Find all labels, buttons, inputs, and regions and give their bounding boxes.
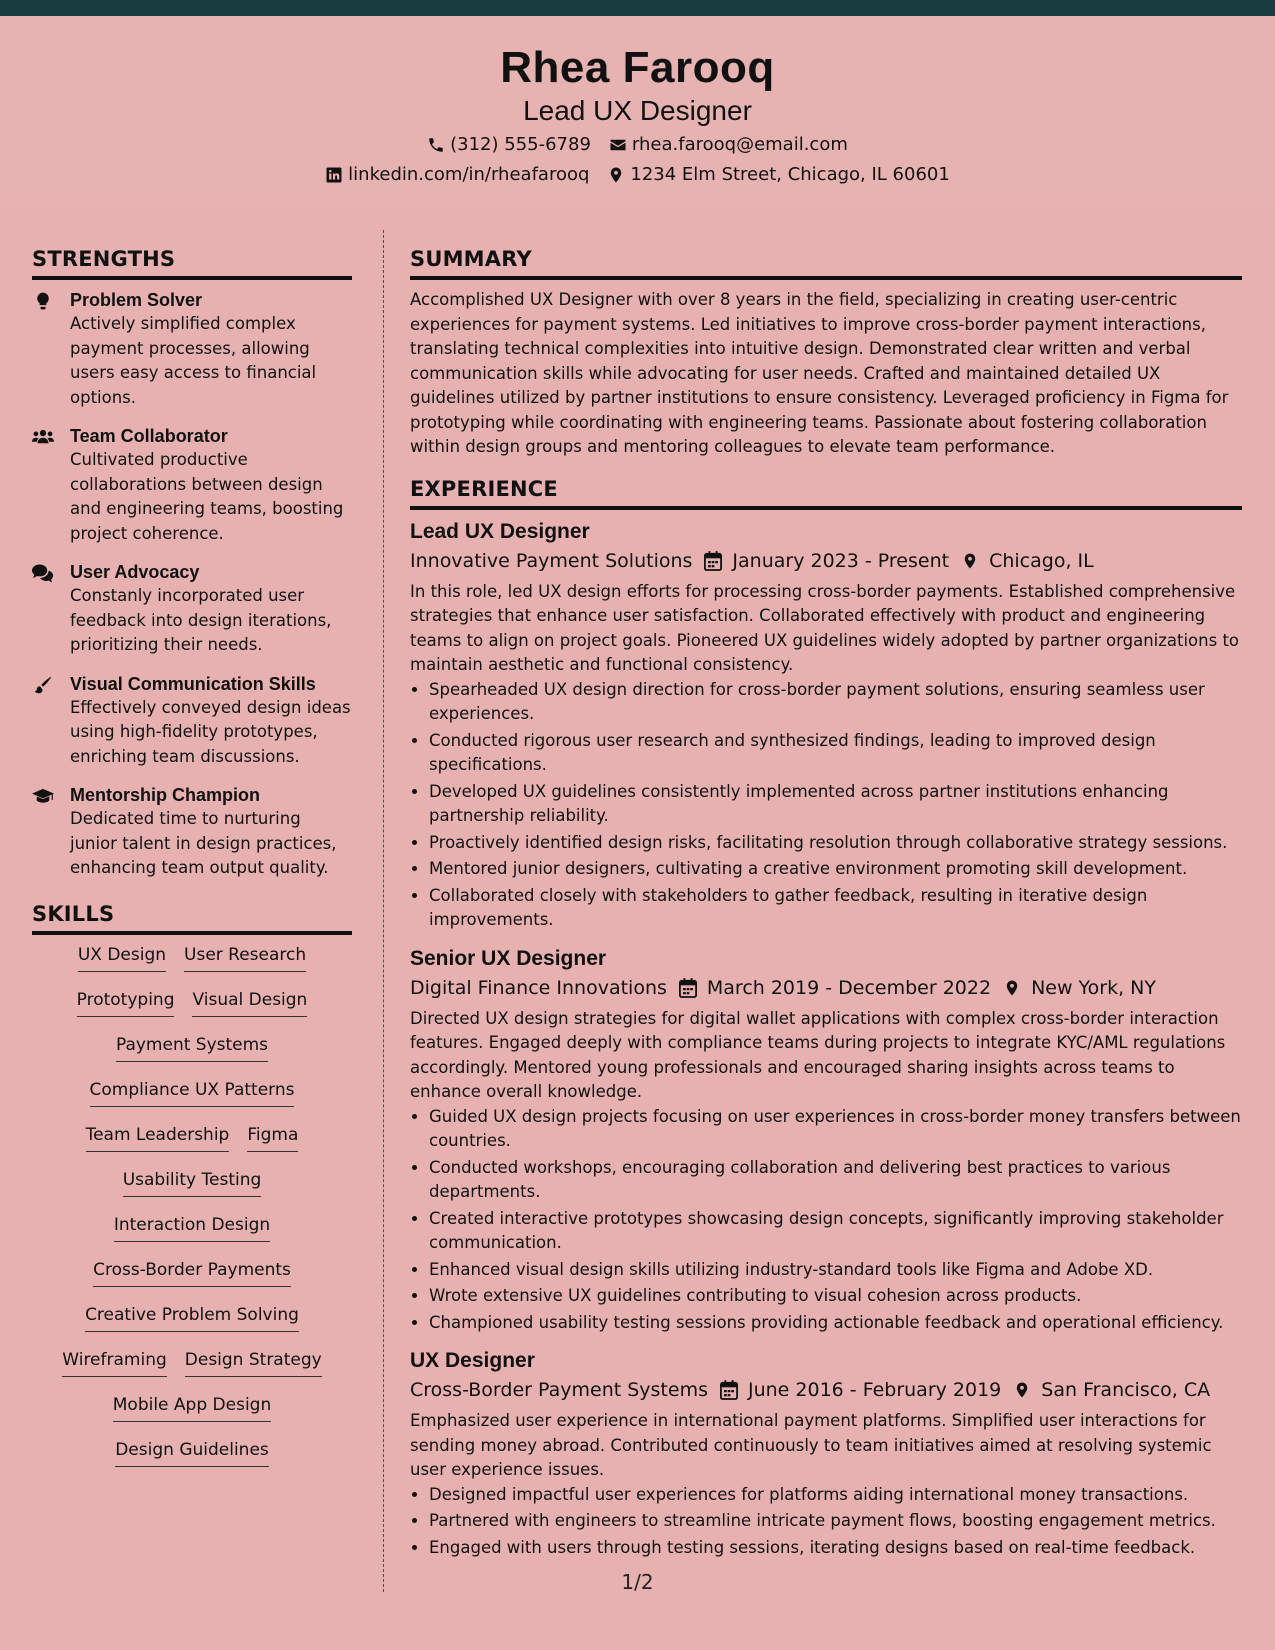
strength-title: Visual Communication Skills	[70, 673, 316, 694]
strength-desc: Dedicated time to nurturing junior talent in design practices, enhancing team output quality.	[70, 809, 337, 877]
job-bullets	[410, 1105, 1242, 1336]
list-item: • Championed usability testing sessions providing actionable feedback and operational efficiency.	[429, 1311, 1242, 1336]
strengths-heading: STRENGTHS	[32, 244, 352, 280]
job-company: Digital Finance Innovations	[410, 976, 667, 999]
job-dates: June 2016 - February 2019	[747, 1379, 1002, 1401]
right-column	[410, 244, 1242, 1572]
calendar-icon	[679, 978, 697, 998]
skill-tag: Usability Testing	[123, 1168, 262, 1197]
linkedin-contact[interactable]	[325, 162, 589, 188]
strength-item	[32, 783, 352, 881]
skill-tag: Prototyping	[77, 988, 175, 1017]
job-title: Senior UX Designer	[410, 946, 607, 970]
list-item: • Spearheaded UX design direction for cross-border payment solutions, ensuring seamless user experiences.	[429, 678, 1242, 727]
job-description: In this role, led UX design efforts for processing cross-border payments. Established comprehensive strategies that enhance user satisfaction. Collaborated effectively with product and engineering teams to align on project goals. Pioneered UX guidelines widely adopted by partner organizations to maintain aesthetic and functional consistency.	[410, 581, 1240, 674]
map-pin-icon	[1013, 1380, 1031, 1400]
list-item: • Enhanced visual design skills utilizing industry-standard tools like Figma and Adobe XD.	[429, 1258, 1242, 1283]
lightbulb-icon	[32, 291, 54, 311]
experience-heading: EXPERIENCE	[410, 474, 1242, 510]
list-item: • Engaged with users through testing sessions, iterating designs based on real-time feedback.	[429, 1536, 1242, 1561]
skill-tag: Team Leadership	[86, 1123, 230, 1152]
job-title: Lead UX Designer	[410, 519, 590, 543]
list-item: • Designed impactful user experiences for platforms aiding international money transactions.	[429, 1483, 1242, 1508]
calendar-icon	[704, 551, 722, 571]
skill-tag: Creative Problem Solving	[85, 1303, 299, 1332]
skill-tag: UX Design	[78, 943, 166, 972]
strength-desc: Actively simplified complex payment processes, allowing users easy access to financial options.	[70, 314, 317, 407]
job-entry	[410, 945, 1242, 1336]
strength-desc: Effectively conveyed design ideas using high-fidelity prototypes, enriching team discussions.	[70, 697, 351, 766]
job-description: Emphasized user experience in international payment platforms. Simplified user interactions for sending money abroad. Contributed continuously to team initiatives aimed at resolving systemic user experience issues.	[410, 1411, 1212, 1479]
candidate-role: Lead UX Designer	[523, 95, 752, 126]
map-pin-icon	[607, 166, 625, 184]
page-number: 1/2	[621, 1570, 654, 1594]
job-location: Chicago, IL	[989, 549, 1094, 572]
linkedin-icon	[325, 166, 343, 184]
list-item: • Mentored junior designers, cultivating a creative environment promoting skill development.	[429, 857, 1242, 882]
job-entry	[410, 1347, 1242, 1560]
job-meta	[410, 546, 1242, 576]
address-contact	[607, 162, 949, 188]
users-icon	[32, 427, 54, 447]
phone-icon	[427, 136, 445, 154]
calendar-icon	[720, 1380, 738, 1400]
strength-item	[32, 672, 352, 770]
list-item: • Developed UX guidelines consistently implemented across partner institutions enhancing partnership reliability.	[429, 780, 1242, 829]
strength-title: Mentorship Champion	[70, 785, 260, 805]
job-bullets	[410, 1483, 1242, 1561]
skill-tag: Design Guidelines	[115, 1438, 269, 1467]
job-company: Cross-Border Payment Systems	[410, 1379, 708, 1401]
paintbrush-icon	[32, 675, 54, 695]
email-text[interactable]: rhea.farooq@email.com	[631, 134, 848, 155]
graduation-cap-icon	[32, 786, 54, 806]
job-entry	[410, 518, 1242, 933]
list-item: • Partnered with engineers to streamline intricate payment flows, boosting engagement metrics.	[429, 1509, 1242, 1534]
strength-item	[32, 424, 352, 546]
strength-desc: Cultivated productive collaborations between design and engineering teams, boosting project coherence.	[70, 450, 344, 543]
list-item: • Collaborated closely with stakeholders to gather feedback, resulting in iterative design improvements.	[429, 884, 1242, 933]
skill-tag: User Research	[184, 943, 306, 972]
skill-tag: Compliance UX Patterns	[90, 1078, 295, 1107]
map-pin-icon	[1003, 978, 1021, 998]
summary-text: Accomplished UX Designer with over 8 years in the field, specializing in creating user-centric experiences for payment systems. Led initiatives to improve cross-border payment interactions, translating technical complexities into intuitive design. Demonstrated clear written and verbal communication skills while advocating for user needs. Crafted and maintained detailed UX guidelines utilized by partner institutions to ensure consistency. Leveraged proficiency in Figma for prototyping while coordinating with engineering teams. Passionate about fostering collaboration within design groups and mentoring colleagues to elevate team performance.	[410, 290, 1229, 456]
job-title: UX Designer	[410, 1349, 535, 1372]
contact-line-1	[0, 132, 1275, 158]
job-meta	[410, 973, 1242, 1003]
phone-contact	[427, 132, 591, 158]
skill-tag: Cross-Border Payments	[93, 1258, 291, 1287]
skill-tag: Interaction Design	[114, 1213, 270, 1242]
strength-title: User Advocacy	[70, 562, 200, 582]
skill-tag: Figma	[247, 1123, 298, 1152]
phone-text: (312) 555-6789	[450, 134, 591, 155]
job-meta	[410, 1375, 1242, 1405]
summary-heading: SUMMARY	[410, 244, 1242, 280]
skill-tag: Mobile App Design	[113, 1393, 271, 1422]
list-item: • Wrote extensive UX guidelines contributing to visual cohesion across products.	[429, 1284, 1242, 1309]
job-company: Innovative Payment Solutions	[410, 549, 693, 572]
skill-tag: Visual Design	[192, 988, 307, 1017]
skill-tag: Wireframing	[62, 1348, 166, 1377]
skill-tag: Payment Systems	[116, 1033, 268, 1062]
address-text: 1234 Elm Street, Chicago, IL 60601	[630, 164, 950, 185]
list-item: • Conducted workshops, encouraging collaboration and delivering best practices to various departments.	[429, 1156, 1242, 1205]
strength-desc: Constanly incorporated user feedback into design iterations, prioritizing their needs.	[70, 586, 332, 654]
list-item: • Proactively identified design risks, facilitating resolution through collaborative strategy sessions.	[429, 831, 1242, 856]
job-bullets	[410, 678, 1242, 933]
left-column	[32, 244, 352, 1483]
skills-list	[32, 943, 352, 1483]
email-contact[interactable]	[609, 132, 848, 158]
job-location: New York, NY	[1031, 976, 1156, 999]
job-location: San Francisco, CA	[1041, 1379, 1211, 1401]
strength-item	[32, 288, 352, 410]
job-dates: March 2019 - December 2022	[706, 976, 992, 999]
strength-title: Problem Solver	[70, 290, 203, 310]
contact-line-2	[0, 162, 1275, 188]
comments-icon	[32, 563, 54, 583]
job-dates: January 2023 - Present	[732, 549, 950, 572]
list-item: • Guided UX design projects focusing on user experiences in cross-border money transfers between countries.	[429, 1105, 1242, 1154]
linkedin-text[interactable]: linkedin.com/in/rheafarooq	[348, 164, 590, 185]
resume-header	[0, 16, 1275, 204]
column-divider	[383, 230, 384, 1592]
candidate-name: Rhea Farooq	[500, 43, 775, 92]
strength-item	[32, 560, 352, 658]
list-item: • Created interactive prototypes showcasing design concepts, significantly improving stakeholder communication.	[429, 1207, 1242, 1256]
map-pin-icon	[961, 551, 979, 571]
strength-title: Team Collaborator	[70, 426, 228, 446]
skills-heading: SKILLS	[32, 899, 352, 935]
envelope-icon	[609, 136, 627, 154]
top-accent-bar	[0, 0, 1275, 16]
skill-tag: Design Strategy	[185, 1348, 322, 1377]
list-item: • Conducted rigorous user research and synthesized findings, leading to improved design specifications.	[429, 729, 1242, 778]
job-description: Directed UX design strategies for digital wallet applications with complex cross-border interaction features. Engaged deeply with compliance teams during projects to integrate KYC/AML regulations accordingly. Mentored young professionals and encouraged sharing insights across teams to enhance overall knowledge.	[410, 1008, 1226, 1101]
